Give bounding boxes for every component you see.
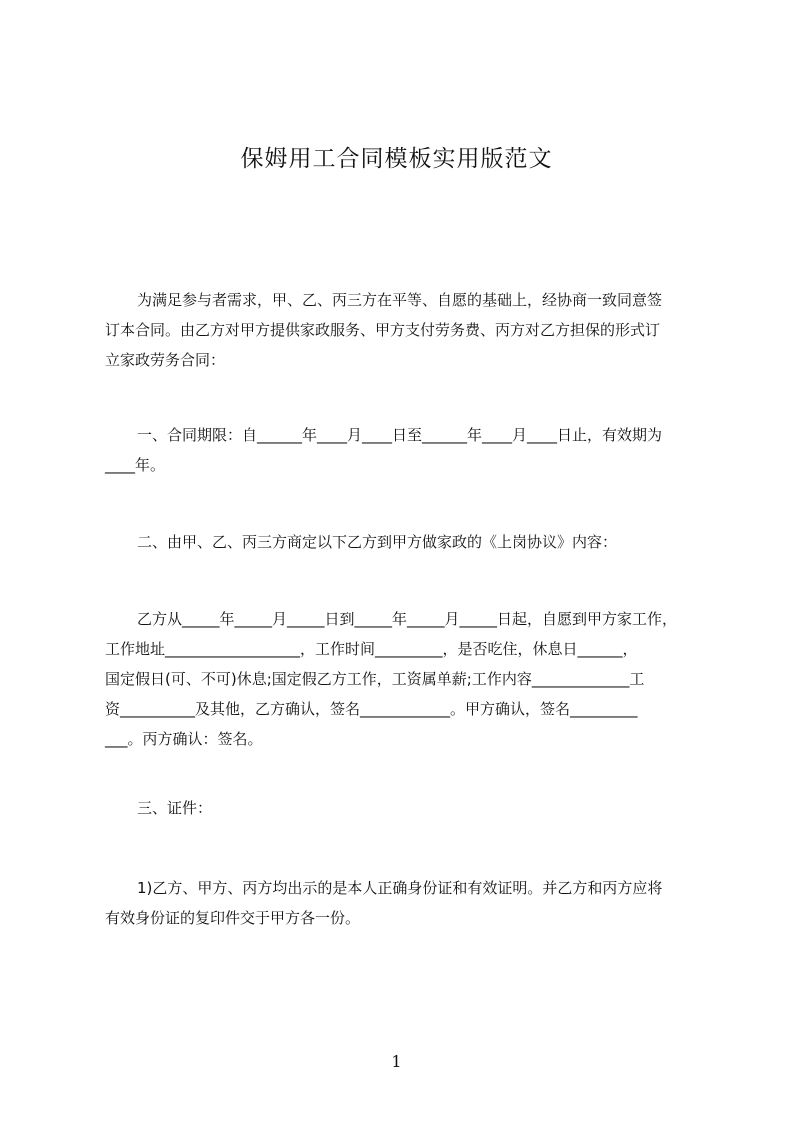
section-3-item-1 <box>105 873 705 933</box>
section-2-line: ___。丙方确认：签名。 <box>105 730 263 748</box>
document-title: 保姆用工合同模板实用版范文 <box>240 146 553 172</box>
section-3-heading <box>105 793 705 823</box>
section-2-line: 工作地址__________________，工作时间_________，是否吃住，休息日______， <box>105 640 638 658</box>
section-1-line: 一、合同期限：自______年____月____日至______年____月____日止，有效期为 <box>137 426 663 444</box>
section-2-heading-text: 二、由甲、乙、丙三方商定以下乙方到甲方做家政的《上岗协议》内容： <box>137 533 618 551</box>
intro-line: 订本合同。由乙方对甲方提供家政服务、甲方支付劳务费、丙方对乙方担保的形式订 <box>105 321 661 339</box>
section-1-contract-term <box>105 420 705 480</box>
section-1-line: ____年。 <box>105 456 166 474</box>
page-number: 1 <box>391 1052 402 1071</box>
section-2-body <box>105 604 705 754</box>
section-2-line: 资__________及其他，乙方确认，签名____________。甲方确认，签名_________ <box>105 700 638 718</box>
section-3-item-line: 有效身份证的复印件交于甲方各一份。 <box>105 909 361 927</box>
intro-line: 立家政劳务合同： <box>105 351 226 369</box>
section-3-heading-text: 三、证件： <box>137 799 213 817</box>
section-3-item-line: 1)乙方、甲方、丙方均出示的是本人正确身份证和有效证明。并乙方和丙方应将 <box>137 879 663 897</box>
section-2-heading <box>105 527 705 557</box>
section-2-line: 国定假日(可、不可)休息;国定假乙方工作，工资属单薪;工作内容_____________工 <box>105 670 645 688</box>
section-2-line: 乙方从_____年_____月_____日到_____年_____月_____日起，自愿到甲方家工作， <box>137 610 678 628</box>
intro-paragraph <box>105 285 705 375</box>
intro-line: 为满足参与者需求，甲、乙、丙三方在平等、自愿的基础上，经协商一致同意签 <box>137 291 663 309</box>
